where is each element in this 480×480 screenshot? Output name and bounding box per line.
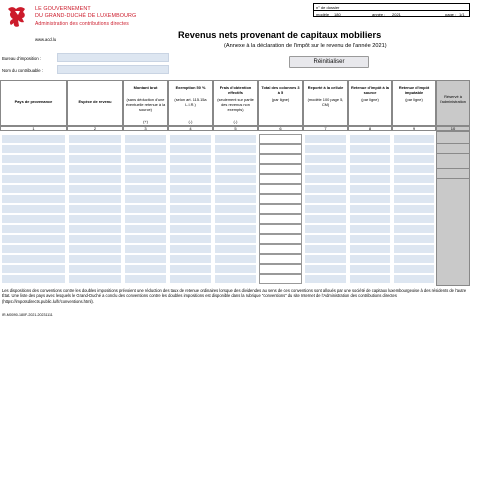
column-title: Reporté à la cellule <box>307 85 344 90</box>
table-cell-r8-c9[interactable] <box>393 204 435 214</box>
column-header-6 <box>258 80 303 126</box>
table-cell-r8-c2[interactable] <box>68 204 122 214</box>
table-cell-r7-c2[interactable] <box>68 194 122 204</box>
table-cell-r5-c8[interactable] <box>349 174 391 184</box>
table-cell-r9-c8[interactable] <box>349 214 391 224</box>
reserved-row-divider <box>436 168 470 169</box>
column-number: 3 <box>123 126 168 131</box>
page-label: page : <box>445 12 457 17</box>
table-cell-r5-c3[interactable] <box>124 174 167 184</box>
table-cell-r9-c5[interactable] <box>214 214 257 224</box>
table-cell-r3-c6 <box>259 154 302 164</box>
table-cell-r12-c4[interactable] <box>169 244 212 254</box>
table-cell-r14-c5[interactable] <box>214 264 257 274</box>
table-cell-r9-c7[interactable] <box>304 214 347 224</box>
table-cell-r10-c8[interactable] <box>349 224 391 234</box>
table-cell-r13-c8[interactable] <box>349 254 391 264</box>
table-cell-r8-c3[interactable] <box>124 204 167 214</box>
table-cell-r14-c4[interactable] <box>169 264 212 274</box>
table-cell-r14-c3[interactable] <box>124 264 167 274</box>
reset-button[interactable]: Réinitialiser <box>289 56 369 68</box>
table-cell-r10-c2[interactable] <box>68 224 122 234</box>
table-cell-r5-c5[interactable] <box>214 174 257 184</box>
column-note: (selon art. 115.15a L.I.R.) <box>174 97 207 107</box>
website-link[interactable]: www.acd.lu <box>35 37 57 42</box>
table-cell-r13-c1[interactable] <box>1 254 66 264</box>
table-cell-r1-c8[interactable] <box>349 134 391 144</box>
table-cell-r3-c3[interactable] <box>124 154 167 164</box>
column-header-7 <box>303 80 348 126</box>
column-number: 4 <box>168 126 213 131</box>
table-cell-r2-c1[interactable] <box>1 144 66 154</box>
column-note: (par ligne) <box>361 97 379 102</box>
table-cell-r7-c1[interactable] <box>1 194 66 204</box>
column-note: (modèle 100 page 5, CM) <box>307 97 344 107</box>
column-number: 5 <box>213 126 258 131</box>
table-cell-r12-c6 <box>259 244 302 254</box>
table-cell-r15-c8[interactable] <box>349 274 391 284</box>
column-number: 9 <box>392 126 436 131</box>
table-cell-r15-c9[interactable] <box>393 274 435 284</box>
table-cell-r10-c5[interactable] <box>214 224 257 234</box>
table-cell-r10-c1[interactable] <box>1 224 66 234</box>
column-header-10 <box>436 80 470 126</box>
table-cell-r8-c5[interactable] <box>214 204 257 214</box>
table-cell-r9-c1[interactable] <box>1 214 66 224</box>
table-cell-r5-c6 <box>259 174 302 184</box>
table-cell-r2-c9[interactable] <box>393 144 435 154</box>
tax-office-label: Bureau d'imposition : <box>2 56 41 61</box>
table-cell-r3-c2[interactable] <box>68 154 122 164</box>
table-cell-r9-c6 <box>259 214 302 224</box>
table-cell-r11-c3[interactable] <box>124 234 167 244</box>
table-cell-r3-c9[interactable] <box>393 154 435 164</box>
table-cell-r15-c5[interactable] <box>214 274 257 284</box>
table-cell-r15-c7[interactable] <box>304 274 347 284</box>
table-cell-r2-c4[interactable] <box>169 144 212 154</box>
column-header-3 <box>123 80 168 126</box>
column-number: 6 <box>258 126 303 131</box>
table-cell-r6-c8[interactable] <box>349 184 391 194</box>
table-cell-r3-c4[interactable] <box>169 154 212 164</box>
column-operator: (-) <box>233 119 238 124</box>
column-header-4 <box>168 80 213 126</box>
government-name-line-1: LE GOUVERNEMENT <box>35 6 91 12</box>
table-cell-r11-c4[interactable] <box>169 234 212 244</box>
table-cell-r4-c4[interactable] <box>169 164 212 174</box>
table-cell-r11-c9[interactable] <box>393 234 435 244</box>
form-reference-code: IR-M0090-180F-2021-20231111 <box>2 313 53 317</box>
table-cell-r15-c3[interactable] <box>124 274 167 284</box>
table-cell-r3-c5[interactable] <box>214 154 257 164</box>
table-cell-r11-c1[interactable] <box>1 234 66 244</box>
column-header-1 <box>0 80 67 126</box>
table-cell-r4-c6 <box>259 164 302 174</box>
table-cell-r8-c8[interactable] <box>349 204 391 214</box>
table-cell-r6-c7[interactable] <box>304 184 347 194</box>
table-cell-r12-c1[interactable] <box>1 244 66 254</box>
table-cell-r15-c4[interactable] <box>169 274 212 284</box>
table-cell-r10-c7[interactable] <box>304 224 347 234</box>
table-cell-r11-c5[interactable] <box>214 234 257 244</box>
table-cell-r2-c3[interactable] <box>124 144 167 154</box>
taxpayer-name-input[interactable] <box>57 65 169 74</box>
column-title: Montant brut <box>133 85 158 90</box>
document-meta-box <box>313 3 470 17</box>
table-cell-r14-c2[interactable] <box>68 264 122 274</box>
year-value: 2021 <box>392 12 401 17</box>
table-cell-r13-c2[interactable] <box>68 254 122 264</box>
administration-name: Administration des contributions directes <box>35 21 129 27</box>
table-cell-r7-c9[interactable] <box>393 194 435 204</box>
table-cell-r11-c8[interactable] <box>349 234 391 244</box>
column-number: 1 <box>0 126 67 131</box>
table-cell-r14-c6 <box>259 264 302 274</box>
table-cell-r3-c1[interactable] <box>1 154 66 164</box>
table-cell-r1-c5[interactable] <box>214 134 257 144</box>
table-cell-r7-c8[interactable] <box>349 194 391 204</box>
meta-row-model <box>314 11 469 18</box>
model-value: 180 <box>334 12 341 17</box>
column-title: Retenue d'impôt à la source <box>351 85 389 95</box>
table-cell-r6-c3[interactable] <box>124 184 167 194</box>
table-cell-r8-c1[interactable] <box>1 204 66 214</box>
table-cell-r10-c3[interactable] <box>124 224 167 234</box>
table-cell-r1-c3[interactable] <box>124 134 167 144</box>
table-cell-r4-c3[interactable] <box>124 164 167 174</box>
column-operator: (+) <box>143 119 148 124</box>
table-cell-r11-c2[interactable] <box>68 234 122 244</box>
table-cell-r5-c9[interactable] <box>393 174 435 184</box>
form-subtitle: (Annexe à la déclaration de l'impôt sur le revenu de l'année 2021) <box>224 43 387 49</box>
table-cell-r1-c9[interactable] <box>393 134 435 144</box>
column-number: 8 <box>348 126 392 131</box>
table-cell-r4-c9[interactable] <box>393 164 435 174</box>
column-note: (par ligne) <box>271 97 290 102</box>
table-cell-r1-c1[interactable] <box>1 134 66 144</box>
column-number: 7 <box>303 126 348 131</box>
table-cell-r8-c7[interactable] <box>304 204 347 214</box>
year-label: année : <box>372 12 386 17</box>
table-cell-r12-c7[interactable] <box>304 244 347 254</box>
table-cell-r7-c5[interactable] <box>214 194 257 204</box>
table-cell-r1-c7[interactable] <box>304 134 347 144</box>
table-cell-r13-c9[interactable] <box>393 254 435 264</box>
table-cell-r15-c2[interactable] <box>68 274 122 284</box>
table-cell-r4-c8[interactable] <box>349 164 391 174</box>
column-header-5 <box>213 80 258 126</box>
table-cell-r12-c5[interactable] <box>214 244 257 254</box>
table-cell-r7-c3[interactable] <box>124 194 167 204</box>
column-header-8 <box>348 80 392 126</box>
table-cell-r13-c3[interactable] <box>124 254 167 264</box>
table-cell-r3-c8[interactable] <box>349 154 391 164</box>
table-cell-r2-c7[interactable] <box>304 144 347 154</box>
table-cell-r6-c1[interactable] <box>1 184 66 194</box>
table-cell-r11-c7[interactable] <box>304 234 347 244</box>
table-cell-r9-c4[interactable] <box>169 214 212 224</box>
table-cell-r7-c4[interactable] <box>169 194 212 204</box>
column-title: Frais d'obtention effectifs <box>219 85 252 95</box>
table-cell-r2-c2[interactable] <box>68 144 122 154</box>
table-cell-r14-c7[interactable] <box>304 264 347 274</box>
meta-row-dossier <box>314 4 469 11</box>
table-cell-r2-c6 <box>259 144 302 154</box>
table-cell-r6-c4[interactable] <box>169 184 212 194</box>
table-cell-r5-c1[interactable] <box>1 174 66 184</box>
table-cell-r4-c5[interactable] <box>214 164 257 174</box>
table-cell-r1-c2[interactable] <box>68 134 122 144</box>
table-cell-r4-c2[interactable] <box>68 164 122 174</box>
table-cell-r6-c5[interactable] <box>214 184 257 194</box>
table-cell-r10-c9[interactable] <box>393 224 435 234</box>
table-cell-r9-c9[interactable] <box>393 214 435 224</box>
income-table <box>0 80 470 286</box>
table-cell-r1-c6 <box>259 134 302 144</box>
table-cell-r12-c2[interactable] <box>68 244 122 254</box>
table-cell-r5-c2[interactable] <box>68 174 122 184</box>
dossier-label: n° de dossier <box>316 5 340 10</box>
column-title: Pays de provenance <box>14 99 53 104</box>
column-operator: (-) <box>188 119 193 124</box>
table-cell-r13-c5[interactable] <box>214 254 257 264</box>
table-cell-r15-c1[interactable] <box>1 274 66 284</box>
table-cell-r14-c8[interactable] <box>349 264 391 274</box>
government-name-line-2: DU GRAND-DUCHÉ DE LUXEMBOURG <box>35 13 137 19</box>
table-cell-r5-c4[interactable] <box>169 174 212 184</box>
column-note: (par ligne) <box>405 97 423 102</box>
table-cell-r2-c5[interactable] <box>214 144 257 154</box>
table-cell-r13-c7[interactable] <box>304 254 347 264</box>
table-cell-r15-c6 <box>259 274 302 284</box>
column-number: 10 <box>436 126 470 131</box>
column-title: Réservé à l'administration <box>440 94 466 104</box>
page-value: 1/1 <box>459 12 465 17</box>
column-header-9 <box>392 80 436 126</box>
table-cell-r7-c7[interactable] <box>304 194 347 204</box>
table-cell-r14-c9[interactable] <box>393 264 435 274</box>
reserved-row-divider <box>436 178 470 179</box>
table-cell-r11-c6 <box>259 234 302 244</box>
table-cell-r6-c2[interactable] <box>68 184 122 194</box>
table-cell-r4-c7[interactable] <box>304 164 347 174</box>
table-cell-r10-c6 <box>259 224 302 234</box>
table-cell-r12-c3[interactable] <box>124 244 167 254</box>
table-cell-r3-c7[interactable] <box>304 154 347 164</box>
table-cell-r10-c4[interactable] <box>169 224 212 234</box>
reserved-row-divider <box>436 153 470 154</box>
table-cell-r8-c4[interactable] <box>169 204 212 214</box>
column-header-2 <box>67 80 123 126</box>
taxpayer-name-label: Nom du contribuable : <box>2 68 43 73</box>
form-title: Revenus nets provenant de capitaux mobiliers <box>178 30 382 40</box>
table-cell-r5-c7[interactable] <box>304 174 347 184</box>
luxembourg-lion-crest-icon <box>5 4 29 32</box>
table-cell-r9-c2[interactable] <box>68 214 122 224</box>
table-cell-r12-c8[interactable] <box>349 244 391 254</box>
table-cell-r4-c1[interactable] <box>1 164 66 174</box>
column-title: Total des colonnes 3 à 5 <box>261 85 300 95</box>
column-note: (seulement sur partie des revenus non exempts) <box>217 97 254 112</box>
table-cell-r2-c8[interactable] <box>349 144 391 154</box>
footnote-text: Les dispositions des conventions contre les doubles impositions prévoient une réduction des taux de retenue ordinaires lorsque des dividendes au sens de ces conventions sont alloués par une société de capitaux luxembourgeoise à des résidents de l'autre État. Une liste des pays avec lesquels le Grand-Duché a conclu des conventions contre les doubles impositions est disponible dans la rubrique "conventions" du site Internet de l'Administration des contributions directes (https://impotsdirects.public.lu/fr/conventions.html). <box>2 288 467 304</box>
table-cell-r6-c6 <box>259 184 302 194</box>
reserved-administration-column <box>436 131 470 286</box>
table-cell-r6-c9[interactable] <box>393 184 435 194</box>
table-cell-r7-c6 <box>259 194 302 204</box>
table-cell-r14-c1[interactable] <box>1 264 66 274</box>
tax-office-input[interactable] <box>57 53 169 62</box>
table-cell-r12-c9[interactable] <box>393 244 435 254</box>
table-cell-r13-c4[interactable] <box>169 254 212 264</box>
table-cell-r1-c4[interactable] <box>169 134 212 144</box>
column-title: Espèce de revenu <box>78 99 112 104</box>
column-title: Retenue d'impôt imputable <box>398 85 430 95</box>
column-note: (sans déduction d'une éventuelle retenue à la source) <box>125 97 166 112</box>
table-cell-r8-c6 <box>259 204 302 214</box>
table-cell-r9-c3[interactable] <box>124 214 167 224</box>
table-cell-r13-c6 <box>259 254 302 264</box>
column-title: Exemption 50 % <box>175 85 206 90</box>
model-label: modèle <box>316 12 330 17</box>
reserved-row-divider <box>436 143 470 144</box>
column-number: 2 <box>67 126 123 131</box>
